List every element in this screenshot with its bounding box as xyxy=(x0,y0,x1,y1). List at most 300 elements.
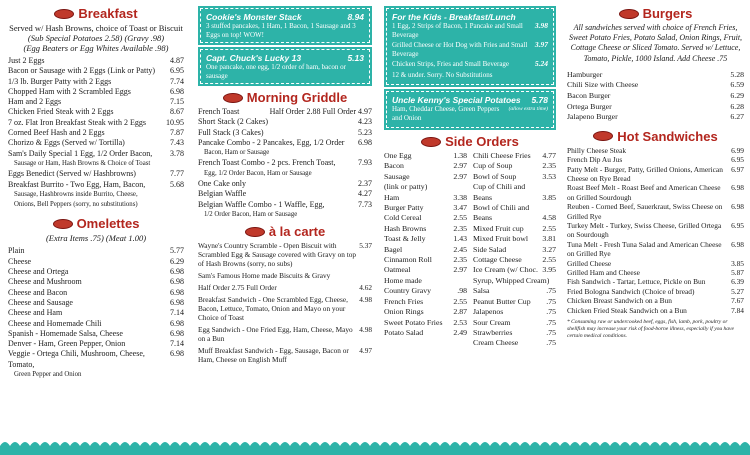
side-item xyxy=(384,234,467,244)
item-name: Fried Bologna Sandwich (Choice of bread) xyxy=(567,286,695,296)
hot-sandwich-item xyxy=(567,146,744,155)
kids-lines xyxy=(392,22,548,79)
item-price: 6.59 xyxy=(730,80,744,90)
griddle-list xyxy=(198,107,372,220)
side-list-right xyxy=(473,151,556,349)
item-name: Cheese xyxy=(8,256,32,266)
box-desc: 3 stuffed pancakes, 1 Ham, 1 Bacon, 1 Sausage and 3 Eggs on top! WOW! xyxy=(206,22,356,39)
side-item xyxy=(384,286,467,296)
item-name: Strawberries xyxy=(473,327,513,337)
side-orders-grid xyxy=(384,151,556,349)
item-name: Salsa xyxy=(473,286,490,296)
item-price: 7.73 xyxy=(358,199,372,209)
omelette-item xyxy=(8,339,184,349)
side-item xyxy=(384,172,467,182)
item-name: Full Stack (3 Cakes) xyxy=(198,127,264,137)
breakfast-item xyxy=(8,149,184,159)
item-price: 7.87 xyxy=(170,128,184,138)
item-name: Egg, 1/2 Order Bacon, Ham or Sausage xyxy=(204,169,312,177)
item-price: 6.28 xyxy=(730,101,744,111)
side-item xyxy=(473,265,556,275)
item-price: 2.55 xyxy=(453,213,467,223)
health-disclaimer: * Consuming raw or undercooked beef, eggs, fish, lamb, pork, poultry or shellfish may increase your risk of food-borne illness, especially if you have certain medical conditions. xyxy=(567,319,734,340)
item-name: Home made xyxy=(384,275,422,285)
sams-logo-icon xyxy=(54,9,74,19)
burgers-header xyxy=(567,6,744,21)
item-price: 2.55 xyxy=(542,223,556,233)
side-item xyxy=(473,161,556,171)
item-price: 5.27 xyxy=(731,286,744,296)
box-price: 8.94 xyxy=(347,12,364,22)
item-name: Potato Salad xyxy=(384,327,424,337)
breakfast-item xyxy=(8,169,184,179)
item-name: Mixed Fruit bowl xyxy=(473,234,529,244)
item-name: Jalapeno Burger xyxy=(567,112,618,122)
side-item xyxy=(473,318,556,328)
item-price: 4.77 xyxy=(542,151,556,160)
breakfast-sub-3: (Egg Beaters or Egg Whites Available .98) xyxy=(23,43,169,53)
item-name: Tuna Melt - Fresh Tuna Salad and American Cheese on Grilled Rye xyxy=(567,239,722,259)
item-price: .75 xyxy=(546,317,556,327)
breakfast-item xyxy=(8,77,184,87)
item-name: Bagel xyxy=(384,244,403,254)
omelette-item xyxy=(8,288,184,298)
item-name: Cream Cheese xyxy=(473,338,519,348)
item-name: Sour Cream xyxy=(473,317,511,327)
kids-line-price: 5.24 xyxy=(534,59,548,68)
griddle-item xyxy=(198,107,372,117)
item-name: Ortega Burger xyxy=(567,101,612,111)
item-price: 2.55 xyxy=(453,296,467,306)
item-price: .75 xyxy=(546,327,556,337)
omelette-item xyxy=(8,298,184,308)
omelette-item xyxy=(8,277,184,287)
side-item xyxy=(384,297,467,307)
carte-item xyxy=(198,325,372,343)
sams-logo-icon xyxy=(593,131,613,141)
item-name: Philly Cheese Steak xyxy=(567,145,627,155)
hot-sandwich-item xyxy=(567,221,744,240)
kids-line-text: Grilled Cheese or Hot Dog with Fries and Small Beverage xyxy=(392,41,528,58)
item-price: 3.95 xyxy=(542,265,556,275)
item-name: 1/2 Order Bacon, Ham or Sausage xyxy=(204,210,298,218)
item-name: Veggie - Ortega Chili, Mushroom, Cheese, Tomato, xyxy=(8,349,145,369)
griddle-item xyxy=(198,189,372,199)
item-name: Onion Rings xyxy=(384,307,424,317)
griddle-header xyxy=(198,90,372,105)
item-price: 6.39 xyxy=(731,277,744,287)
item-name: Sweet Potato Fries xyxy=(384,317,443,327)
griddle-title: Morning Griddle xyxy=(246,90,348,105)
item-price: 4.87 xyxy=(170,56,184,65)
griddle-item xyxy=(198,117,372,127)
item-name: Beans xyxy=(473,192,493,202)
carte-item xyxy=(198,241,372,268)
item-price: 6.98 xyxy=(170,297,184,307)
breakfast-item xyxy=(8,190,184,200)
item-price: 7.84 xyxy=(731,305,744,315)
item-name: Pancake Combo - 2 Pancakes, Egg, 1/2 Order xyxy=(198,137,345,147)
item-name: French Toast xyxy=(198,107,240,116)
side-header xyxy=(384,134,556,149)
kids-line xyxy=(392,22,548,39)
item-price: 4.98 xyxy=(359,325,372,335)
item-name: Green Pepper and Onion xyxy=(14,371,82,379)
box-price: 5.78 xyxy=(531,95,548,105)
burger-item xyxy=(567,102,744,113)
item-name: Bacon Burger xyxy=(567,91,611,100)
item-name: Ice Cream (w/ Choc. xyxy=(473,265,538,275)
carte-item xyxy=(198,295,372,322)
item-name: One Cake only xyxy=(198,179,246,189)
item-name: French Dip Au Jus xyxy=(567,155,623,165)
box-desc: One pancake, one egg, 1/2 order of ham, bacon or sausage xyxy=(206,63,346,80)
item-price: 4.62 xyxy=(359,283,372,293)
item-name: Cheese and Bacon xyxy=(8,287,68,297)
hot-sandwich-item xyxy=(567,306,744,315)
item-name: Sausage, Hashbrowns inside Burrito, Cheese, xyxy=(14,190,138,198)
item-name: Hash Browns xyxy=(384,223,427,233)
side-item xyxy=(473,328,556,338)
item-name: Breakfast Burrito - Two Egg, Ham, Bacon, xyxy=(8,179,146,189)
side-item xyxy=(384,193,467,203)
hot-sandwich-item xyxy=(567,296,744,305)
side-item xyxy=(384,203,467,213)
sams-logo-icon xyxy=(619,9,639,19)
item-price: Half Order 2.88 Full Order 4.97 xyxy=(269,107,372,116)
item-price: 6.98 xyxy=(170,328,184,338)
item-name: French Fries xyxy=(384,296,424,306)
side-item xyxy=(473,245,556,255)
omelettes-header xyxy=(8,216,184,231)
breakfast-item xyxy=(8,180,184,190)
item-price: 3.78 xyxy=(170,148,184,158)
item-price: 4.58 xyxy=(542,213,556,223)
item-name: Reuben - Corned Beef, Sauerkraut, Swiss Cheese on Grilled Rye xyxy=(567,202,723,221)
item-price: 5.87 xyxy=(731,268,744,278)
side-item xyxy=(473,338,556,348)
griddle-item xyxy=(198,200,372,210)
side-item xyxy=(473,224,556,234)
item-price: 2.35 xyxy=(453,223,467,233)
item-name: Cup of Soup xyxy=(473,161,513,171)
item-name: Jalapenos xyxy=(473,307,504,317)
item-price: 3.81 xyxy=(542,234,556,244)
side-item xyxy=(384,276,467,286)
side-list-left xyxy=(384,151,467,349)
box-title: Cookie's Monster Stack xyxy=(206,12,302,22)
item-price: 7.43 xyxy=(170,138,184,148)
item-price: 6.99 xyxy=(731,145,744,155)
item-name: Fish Sandwich - Tartar, Lettuce, Pickle on Bun xyxy=(567,277,706,287)
side-item xyxy=(384,265,467,275)
item-name: 7 oz. Flat Iron Breakfast Steak with 2 Eggs xyxy=(8,117,146,127)
item-price: 5.23 xyxy=(358,127,372,137)
item-name: Breakfast Sandwich - One Scrambled Egg, Cheese, Bacon, Lettuce, Tomato, Onion and Mayo on your Choice of Toast xyxy=(198,295,348,323)
burger-item xyxy=(567,80,744,91)
item-price: 2.49 xyxy=(453,327,467,337)
burgers-title: Burgers xyxy=(642,6,693,21)
item-price: 6.98 xyxy=(170,277,184,287)
omelette-item xyxy=(8,267,184,277)
item-price: .75 xyxy=(546,307,556,317)
side-item xyxy=(473,193,556,203)
item-price: .75 xyxy=(546,286,556,296)
burgers-list xyxy=(567,70,744,123)
kids-line xyxy=(392,41,548,58)
hot-header xyxy=(567,129,744,144)
item-price: 7.67 xyxy=(731,296,744,306)
side-item xyxy=(384,318,467,328)
item-name: Just 2 Eggs xyxy=(8,56,45,65)
carte-header xyxy=(198,224,372,239)
hot-sandwich-item xyxy=(567,259,744,268)
breakfast-item xyxy=(8,56,184,66)
hot-list xyxy=(567,146,744,315)
box-title: For the Kids - Breakfast/Lunch xyxy=(392,12,516,22)
item-price: 6.98 xyxy=(170,86,184,96)
item-price: 6.98 xyxy=(358,137,372,147)
omelettes-sub: (Extra Items .75) (Meat 1.00) xyxy=(45,233,147,244)
item-name: Cinnamon Roll xyxy=(384,255,432,265)
omelette-item xyxy=(8,308,184,318)
item-price: 2.97 xyxy=(453,171,467,181)
carte-title: à la carte xyxy=(268,224,326,240)
item-name: Mixed Fruit cup xyxy=(473,223,524,233)
item-name: Cold Cereal xyxy=(384,213,422,223)
side-item xyxy=(473,255,556,265)
special-box-monster-stack xyxy=(200,8,370,43)
item-name: Chicken Breast Sandwich on a Bun xyxy=(567,296,672,306)
kids-line-price: 3.98 xyxy=(534,21,548,30)
item-name: Bacon or Sausage with 2 Eggs (Link or Patty) xyxy=(8,66,156,76)
griddle-item xyxy=(198,210,372,220)
item-price: 5.28 xyxy=(730,69,744,79)
side-item xyxy=(473,172,556,182)
breakfast-item xyxy=(8,66,184,76)
item-price: 2.97 xyxy=(453,265,467,275)
side-item xyxy=(384,224,467,234)
item-price: 2.87 xyxy=(453,307,467,317)
item-name: Sausage xyxy=(384,171,410,181)
breakfast-item xyxy=(8,107,184,117)
item-price: 7.14 xyxy=(170,339,184,349)
item-price: 6.95 xyxy=(170,66,184,76)
item-name: Cottage Cheese xyxy=(473,255,522,265)
kids-line-text: 1 Egg, 2 Strips of Bacon, 1 Pancake and Small Beverage xyxy=(392,22,523,39)
item-price: 7.74 xyxy=(170,76,184,86)
griddle-item xyxy=(198,138,372,148)
item-name: Bacon, Ham or Sausage xyxy=(204,149,270,157)
item-name: Burger Patty xyxy=(384,203,424,213)
item-price: 3.53 xyxy=(542,171,556,181)
item-name: Bowl of Soup xyxy=(473,171,517,181)
special-box-potatoes xyxy=(386,91,554,128)
carte-item xyxy=(198,283,372,292)
item-name: Turkey Melt - Turkey, Swiss Cheese, Grilled Ortega on Sourdough xyxy=(567,221,722,240)
item-name: Spanish - Homemade Salsa, Cheese xyxy=(8,328,123,338)
side-item xyxy=(384,245,467,255)
item-name: French Toast Combo - 2 pcs. French Toast, xyxy=(198,158,336,168)
griddle-item xyxy=(198,169,372,179)
kids-line xyxy=(392,71,548,80)
item-name: Grilled Cheese xyxy=(567,258,612,268)
item-name: Chopped Ham with 2 Scrambled Eggs xyxy=(8,86,131,96)
item-name: Cheese and Homemade Chili xyxy=(8,318,102,328)
side-item xyxy=(384,307,467,317)
item-name: Wayne's Country Scramble - Open Biscuit with Scrambled Egg & Sausage covered with Gravy on top of Hash Browns (sorry, no subs) xyxy=(198,241,357,269)
item-price: 2.37 xyxy=(358,179,372,189)
item-name: Ham xyxy=(384,192,400,202)
carte-list xyxy=(198,241,372,364)
item-price: 7.93 xyxy=(358,158,372,168)
column-griddle xyxy=(194,0,376,440)
item-price: 7.77 xyxy=(170,169,184,179)
item-price: 4.23 xyxy=(358,117,372,127)
item-price: 3.27 xyxy=(542,244,556,254)
hot-sandwich-item xyxy=(567,202,744,221)
item-name: Belgian Waffle xyxy=(198,189,247,199)
column-breakfast xyxy=(0,0,190,440)
item-name: Chili Size with Cheese xyxy=(567,80,639,90)
item-price: 5.77 xyxy=(170,246,184,256)
sams-logo-icon xyxy=(245,227,265,237)
breakfast-list xyxy=(8,56,184,210)
side-item xyxy=(384,255,467,265)
hot-sandwich-item xyxy=(567,155,744,164)
item-name: Plain xyxy=(8,246,25,256)
sams-logo-icon xyxy=(53,219,73,229)
item-name: Peanut Butter Cup xyxy=(473,296,531,306)
item-price: .75 xyxy=(546,296,556,306)
item-name: (link or patty) xyxy=(384,182,428,192)
item-name: Muff Breakfast Sandwich - Egg, Sausage, Bacon or Ham, Cheese on English Muff xyxy=(198,346,349,365)
griddle-item xyxy=(198,158,372,168)
item-price: 2.55 xyxy=(542,255,556,265)
omelettes-list xyxy=(8,246,184,380)
item-name: Hamburger xyxy=(567,69,603,79)
omelette-item xyxy=(8,257,184,267)
item-price: .75 xyxy=(546,338,556,348)
item-price: 1.43 xyxy=(453,234,467,244)
side-item xyxy=(473,213,556,223)
item-name: 1/3 lb. Burger Patty with 2 Eggs xyxy=(8,76,112,86)
carte-item xyxy=(198,271,372,280)
omelette-item xyxy=(8,246,184,256)
item-name: One Egg xyxy=(384,151,412,160)
kids-line xyxy=(392,60,548,69)
item-price: 8.67 xyxy=(170,107,184,117)
item-name: Cheese and Ham xyxy=(8,308,63,318)
kids-line-text: Chicken Strips, Fries and Small Beverage xyxy=(392,60,510,68)
side-item xyxy=(473,276,556,286)
item-price: 5.68 xyxy=(170,179,184,189)
item-price: 3.85 xyxy=(731,258,744,268)
breakfast-sub-2: (Sub Special Potatoes 2.58) (Gravy .98) xyxy=(27,33,165,43)
side-item xyxy=(473,307,556,317)
hot-sandwich-item xyxy=(567,268,744,277)
hot-title: Hot Sandwiches xyxy=(617,128,718,144)
item-name: Side Salad xyxy=(473,244,507,254)
item-price: 2.45 xyxy=(453,244,467,254)
item-price: 4.27 xyxy=(358,189,372,199)
column-kids-sides xyxy=(380,0,560,440)
item-name: Chicken Fried Steak with 2 Eggs xyxy=(8,107,114,117)
item-name: Egg Sandwich - One Fried Egg, Ham, Cheese, Mayo on a Bun xyxy=(198,325,353,344)
side-title: Side Orders xyxy=(445,134,519,149)
sams-logo-icon xyxy=(421,137,441,147)
item-name: Oatmeal xyxy=(384,265,411,275)
side-item xyxy=(384,328,467,338)
omelette-item xyxy=(8,370,184,380)
side-item xyxy=(473,297,556,307)
item-name: Chorizo & Eggs (Served w/ Tortilla) xyxy=(8,138,125,148)
item-price: 6.98 xyxy=(170,267,184,277)
breakfast-header xyxy=(8,6,184,21)
hot-sandwich-item xyxy=(567,287,744,296)
item-price: 3.85 xyxy=(542,192,556,202)
breakfast-item xyxy=(8,87,184,97)
item-name: Cup of Chili and xyxy=(473,182,526,192)
item-name: Belgian Waffle Combo - 1 Waffle, Egg, xyxy=(198,199,325,209)
item-name: Beans xyxy=(473,213,493,223)
burger-item xyxy=(567,112,744,123)
side-item xyxy=(473,203,556,213)
item-name: Corned Beef Hash and 2 Eggs xyxy=(8,128,105,138)
box-desc: Ham, Cheddar Cheese, Green Peppers and Onion xyxy=(392,105,500,122)
omelettes-title: Omelettes xyxy=(76,216,140,232)
item-price: 6.29 xyxy=(170,256,184,266)
column-burgers xyxy=(563,0,750,440)
item-name: Chili Cheese Fries xyxy=(473,151,531,160)
item-price: 6.98 xyxy=(731,239,744,249)
item-name: Roast Beef Melt - Roast Beef and American Cheese on Grilled Sourdough xyxy=(567,183,721,202)
item-price: 6.98 xyxy=(170,287,184,297)
item-name: Chicken Fried Steak Sandwich on a Bun xyxy=(567,305,687,315)
item-name: Sam's Daily Special 1 Egg, 1/2 Order Bacon, xyxy=(8,148,153,158)
item-name: Country Gravy xyxy=(384,286,431,296)
burger-item xyxy=(567,91,744,102)
box-note: (allow extra time) xyxy=(508,106,548,112)
item-price: .98 xyxy=(457,286,467,296)
hot-sandwich-item xyxy=(567,240,744,259)
item-name: Short Stack (2 Cakes) xyxy=(198,117,268,127)
side-item xyxy=(473,182,556,192)
item-price: 4.97 xyxy=(359,346,372,356)
item-price: 7.14 xyxy=(170,308,184,318)
side-item xyxy=(384,151,467,161)
side-item xyxy=(384,213,467,223)
item-name: Cheese and Sausage xyxy=(8,297,73,307)
side-item xyxy=(384,182,467,192)
item-price: 6.95 xyxy=(731,221,744,231)
item-price: 6.98 xyxy=(731,183,744,193)
sams-logo-icon xyxy=(223,93,243,103)
item-name: Toast & Jelly xyxy=(384,234,426,244)
griddle-item xyxy=(198,128,372,138)
item-price: 7.15 xyxy=(170,97,184,107)
item-name: Sam's Famous Home made Biscuits & Gravy xyxy=(198,271,331,281)
box-title: Capt. Chuck's Lucky 13 xyxy=(206,53,302,63)
item-name: Bacon xyxy=(384,161,404,171)
item-name: Onions, Bell Peppers (sorry, no substitutions) xyxy=(14,201,138,209)
breakfast-sub-1: Served w/ Hash Browns, choice of Toast or Biscuit xyxy=(9,23,183,33)
item-name: Eggs Benedict (Served w/ Hashbrowns) xyxy=(8,169,136,179)
side-item xyxy=(473,286,556,296)
item-price: 4.98 xyxy=(359,295,372,305)
item-name: Patty Melt - Burger, Patty, Grilled Onions, American Cheese on Rye Bread xyxy=(567,164,723,183)
item-name: Grilled Ham and Cheese xyxy=(567,268,640,278)
